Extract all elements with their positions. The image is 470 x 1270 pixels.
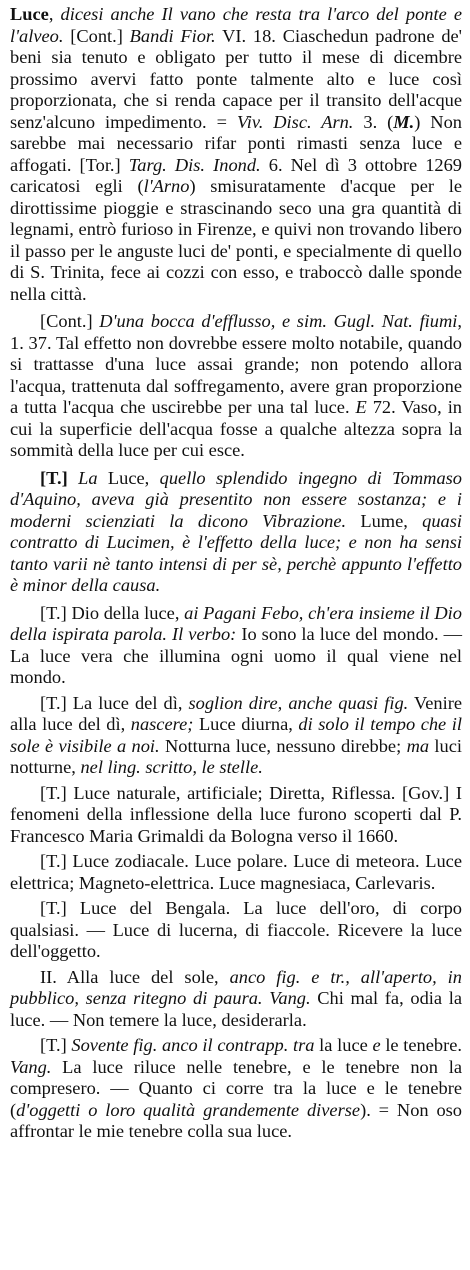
entry-paragraph-zodiacal-light: [T.] Luce zodiacale. Luce polare. Luce di meteora. Luce elettrica; Magneto-elettrica. Luce magnesiaca, Carlevaris. — [10, 851, 462, 893]
source-citation: Targ. Dis. Inond. — [128, 154, 261, 175]
definition: ai Pagani Febo, ch'era insieme il Dio della ispirata parola. Il verbo: — [10, 602, 462, 644]
entry-paragraph-sunlight: II. Alla luce del sole, anco fig. e tr., all'aperto, in pubblico, senza ritegno di paura. Vang. Chi mal fa, odia la luce. — Non temere la luce, desiderarla. — [10, 966, 462, 1030]
definition: quasi contratto di Lucimen, è l'effetto della luce; e non ha sensi tanto varii nè tanto intensi di per sè, perchè appunto l'effetto è minor della causa. — [10, 510, 462, 595]
entry-lemma: Luce — [10, 4, 49, 24]
definition: dicesi anche Il vano che resta tra l'arco del ponte e l'alveo. — [10, 4, 462, 46]
entry-paragraph-daylight: [T.] La luce del dì, soglion dire, anche quasi fig. Venire alla luce del dì, nascere; Luce diurna, di solo il tempo che il sole è visibile a noi. Notturna luce, nessuno direbbe; ma luci notturne, nel ling. scritto, le stelle. — [10, 692, 462, 777]
entry-paragraph-bengal-light: [T.] Luce del Bengala. La luce dell'oro, di corpo qualsiasi. — Luce di lucerna, di fiaccole. Ricevere la luce dell'oggetto. — [10, 898, 462, 961]
entry-paragraph-efflux-opening: [Cont.] D'una bocca d'efflusso, e sim. Gugl. Nat. fiumi, 1. 37. Tal effetto non dovrebbe essere molto notabile, quando si trattasse d'una luce assai grande; non potendo allora l'acqua, trattenuta dal soffregamento, avere gran proporzione a tutta l'acqua che uscirebbe per una tal luce. E 72. Vaso, in cui la superficie dell'acqua fosse a qualche altezza sopra la sommità della luce per cui esce. — [10, 311, 462, 460]
entry-paragraph-god-of-light: [T.] Dio della luce, ai Pagani Febo, ch'era insieme il Dio della ispirata parola. Il verbo: Io sono la luce del mondo. — La luce vera che illumina ogni uomo il qual viene nel mondo. — [10, 602, 462, 687]
entry-paragraph-arch-opening: Luce, dicesi anche Il vano che resta tra l'arco del ponte e l'alveo. [Cont.] Bandi Fior. VI. 18. Ciaschedun padrone de' beni sia tenuto e obligato per tutto il mese di dicembre prossimo avervi fatto ponte talmente alto e luce così proporzionata, che si renda capace per il transito dell'acque senz'alcuno impedimento. = Viv. Disc. Arn. 3. (M.) Non sarebbe mai necessario rifar ponti rimasti senza luce e affogati. [Tor.] Targ. Dis. Inond. 6. Nel dì 3 ottobre 1269 caricatosi egli (l'Arno) smisuratamente d'acque per le dirottissime pioggie e strascinando seco una gra quantità di legnami, entrò furioso in Firenze, e quivi non trovando libero il passo per le anguste luci de' ponti, e specialmente di quello di S. Trinita, fece ai cozzi con esso, e traboccò dalle sponde nella città. — [10, 4, 463, 304]
definition: D'una bocca d'efflusso, e sim. — [99, 311, 327, 331]
source-citation: Viv. Disc. Arn. — [236, 111, 354, 132]
entry-paragraph-natural-light: [T.] Luce naturale, artificiale; Diretta, Riflessa. [Gov.] I fenomeni della inflessione della luce furono scoperti dal P. Francesco Maria Grimaldi da Bologna verso il 1660. — [10, 782, 463, 846]
source-citation: Bandi Fior. — [129, 25, 216, 46]
definition: quello splendido ingegno di Tommaso d'Aquino, aveva già presentito non essere sostanza; e i moderni scienziati la dicono Vibrazione. — [10, 467, 462, 531]
source-citation: Gugl. Nat. fiumi — [333, 311, 458, 331]
definition: anco fig. e tr., all'aperto, in pubblico, senza ritegno di paura. — [10, 966, 462, 1008]
entry-paragraph-light-and-darkness: [T.] Sovente fig. anco il contrapp. tra la luce e le tenebre. Vang. La luce riluce nelle tenebre, e le tenebre non la compresero. — Quanto ci corre tra la luce e le tenebre (d'oggetti o loro qualità grandemente diverse). = Non oso affrontar le mie tenebre colla sua luce. — [10, 1035, 462, 1141]
entry-paragraph-light-nature: [T.] La Luce, quello splendido ingegno di Tommaso d'Aquino, aveva già presentito non essere sostanza; e i moderni scienziati la dicono Vibrazione. Lume, quasi contratto di Lucimen, è l'effetto della luce; e non ha sensi tanto varii nè tanto intensi di per sè, perchè appunto l'effetto è minor della causa. — [10, 467, 462, 595]
source-citation: Vang. — [10, 1056, 52, 1077]
source-citation: Vang. — [269, 988, 311, 1008]
